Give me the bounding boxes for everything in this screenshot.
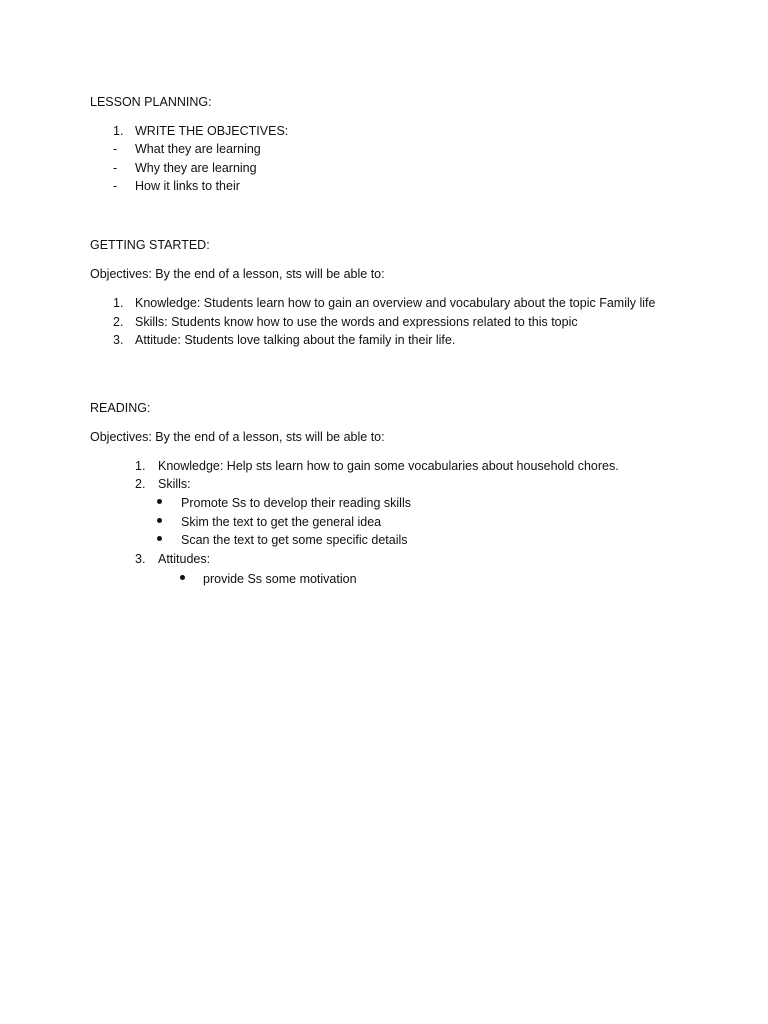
skills-bullet-text: Promote Ss to develop their reading skills <box>181 496 411 510</box>
getting-started-item-text: Attitude: Students love talking about the family in their life. <box>135 333 456 347</box>
attitudes-bullet-text: provide Ss some motivation <box>203 572 357 586</box>
skills-bullet-text: Skim the text to get the general idea <box>181 515 382 529</box>
bullet-icon <box>157 536 162 541</box>
lesson-planning-step1-marker: 1. <box>113 124 124 138</box>
dash-marker: - <box>113 142 118 156</box>
getting-started-heading: GETTING STARTED: <box>90 238 210 252</box>
dash-item-text: Why they are learning <box>135 161 257 175</box>
dash-item-text: What they are learning <box>135 142 261 156</box>
reading-item-marker: 2. <box>135 477 146 491</box>
reading-objectives-intro: Objectives: By the end of a lesson, sts will be able to: <box>90 430 385 444</box>
dash-marker: - <box>113 179 118 193</box>
dash-marker: - <box>113 161 118 175</box>
bullet-icon <box>157 518 162 523</box>
bullet-icon <box>157 499 162 504</box>
reading-heading: READING: <box>90 401 151 415</box>
getting-started-item-marker: 1. <box>113 296 124 310</box>
reading-item-text: Attitudes: <box>158 552 211 566</box>
getting-started-objectives-intro: Objectives: By the end of a lesson, sts will be able to: <box>90 267 385 281</box>
bullet-icon <box>180 575 185 580</box>
reading-item-marker: 3. <box>135 552 146 566</box>
reading-item-text: Skills: <box>158 477 191 491</box>
reading-item-marker: 1. <box>135 459 146 473</box>
skills-bullet-text: Scan the text to get some specific details <box>181 533 408 547</box>
getting-started-item-text: Skills: Students know how to use the words and expressions related to this topic <box>135 315 578 329</box>
getting-started-item-marker: 2. <box>113 315 124 329</box>
getting-started-item-marker: 3. <box>113 333 124 347</box>
reading-item-text: Knowledge: Help sts learn how to gain some vocabularies about household chores. <box>158 459 619 473</box>
dash-item-text: How it links to their <box>135 179 240 193</box>
lesson-planning-step1-text: WRITE THE OBJECTIVES: <box>135 124 289 138</box>
getting-started-item-text: Knowledge: Students learn how to gain an overview and vocabulary about the topic Family life <box>135 296 656 310</box>
lesson-planning-heading: LESSON PLANNING: <box>90 95 212 109</box>
